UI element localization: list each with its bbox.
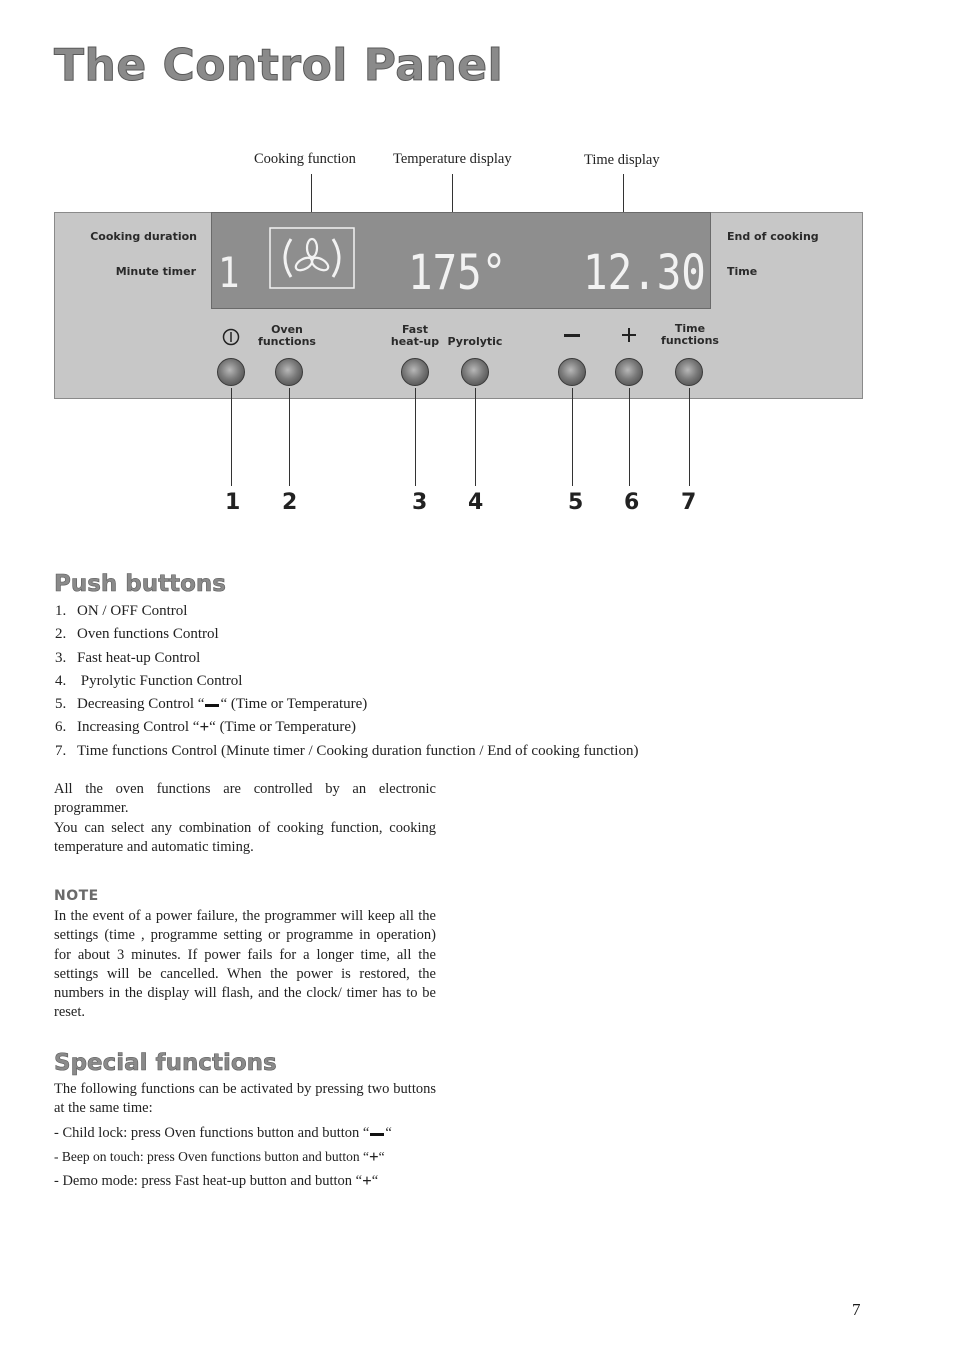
page-number: 7: [852, 1300, 861, 1319]
list-item: 7. Time functions Control (Minute timer / Cooking duration function / End of cooking function): [55, 742, 639, 759]
callout-time-display: Time display: [584, 152, 660, 168]
list-item: - Beep on touch: press Oven functions button and button “+“: [54, 1147, 385, 1166]
special-functions-intro: The following functions can be activated by pressing two buttons at the same time:: [54, 1081, 436, 1117]
plus-icon: +: [368, 1147, 379, 1166]
leader-line: [629, 388, 630, 486]
list-item: 2. Oven functions Control: [55, 626, 219, 643]
minus-icon: [370, 1133, 384, 1136]
button-number-6: 6: [624, 490, 640, 515]
label-minute-timer: Minute timer: [115, 265, 196, 278]
function-number-display: 1: [218, 248, 240, 297]
button-label-pyrolytic: Pyrolytic: [447, 335, 503, 348]
label-time: Time: [727, 265, 758, 278]
list-item: 3. Fast heat-up Control: [55, 649, 201, 666]
oven-functions-button[interactable]: [275, 358, 303, 386]
plus-icon: +: [199, 717, 210, 737]
fast-heat-up-button[interactable]: [401, 358, 429, 386]
leader-line: [231, 388, 232, 486]
button-number-1: 1: [225, 490, 241, 515]
list-item: - Demo mode: press Fast heat-up button and button “+“: [54, 1171, 379, 1190]
plus-icon: +: [362, 1171, 372, 1190]
page-title: The Control Panel: [54, 40, 504, 91]
list-item: 5. Decreasing Control “ “ (Time or Temperature): [55, 696, 368, 713]
leader-line: [572, 388, 573, 486]
on-off-button[interactable]: [217, 358, 245, 386]
time-functions-button[interactable]: [675, 358, 703, 386]
leader-line: [415, 388, 416, 486]
note-heading: NOTE: [54, 888, 99, 904]
special-functions-list: [54, 1121, 392, 1193]
push-buttons-heading: Push buttons: [54, 571, 226, 597]
button-number-7: 7: [681, 490, 697, 515]
pyrolytic-button[interactable]: [461, 358, 489, 386]
time-display: 12.30: [583, 245, 706, 301]
list-item: 4. Pyrolytic Function Control: [55, 672, 243, 689]
plus-icon: [621, 327, 637, 343]
special-functions-heading: Special functions: [54, 1050, 277, 1076]
button-label-fast-heat-up: Fast heat-up: [390, 323, 440, 348]
minus-icon: [564, 334, 580, 337]
minus-icon: [205, 704, 219, 707]
leader-line: [689, 388, 690, 486]
power-icon: [221, 327, 241, 347]
note-text: In the event of a power failure, the programmer will keep all the settings (time , programme setting or programme in operation) for about 3 minutes. If power fails for a longer time, all the settings will be cancelled. When the power is restored, the numbers in the display will flash, and the clock/ timer has to be reset.: [54, 908, 436, 1021]
button-number-5: 5: [568, 490, 584, 515]
push-buttons-list: [55, 600, 638, 763]
decrease-button[interactable]: [558, 358, 586, 386]
label-cooking-duration: Cooking duration: [90, 230, 197, 243]
list-item: - Child lock: press Oven functions button and button “ “: [54, 1125, 392, 1141]
callout-cooking-function: Cooking function: [254, 151, 356, 167]
button-number-3: 3: [412, 490, 428, 515]
temperature-display: 175°: [408, 245, 507, 301]
list-item: 6. Increasing Control “+“ (Time or Temperature): [55, 717, 356, 737]
callout-temperature-display: Temperature display: [393, 151, 512, 167]
button-label-time-functions: Time functions: [661, 322, 719, 347]
fan-icon: [269, 227, 355, 289]
increase-button[interactable]: [615, 358, 643, 386]
button-number-2: 2: [282, 490, 298, 515]
button-number-4: 4: [468, 490, 484, 515]
button-label-oven-functions: Oven functions: [258, 323, 316, 348]
leader-line: [475, 388, 476, 486]
intro-paragraph: All the oven functions are controlled by an electronic programmer. You can select any combination of cooking function, cooking temperature and automatic timing.: [54, 781, 436, 855]
label-end-of-cooking: End of cooking: [727, 230, 819, 243]
leader-line: [289, 388, 290, 486]
list-item: 1. ON / OFF Control: [55, 603, 188, 619]
